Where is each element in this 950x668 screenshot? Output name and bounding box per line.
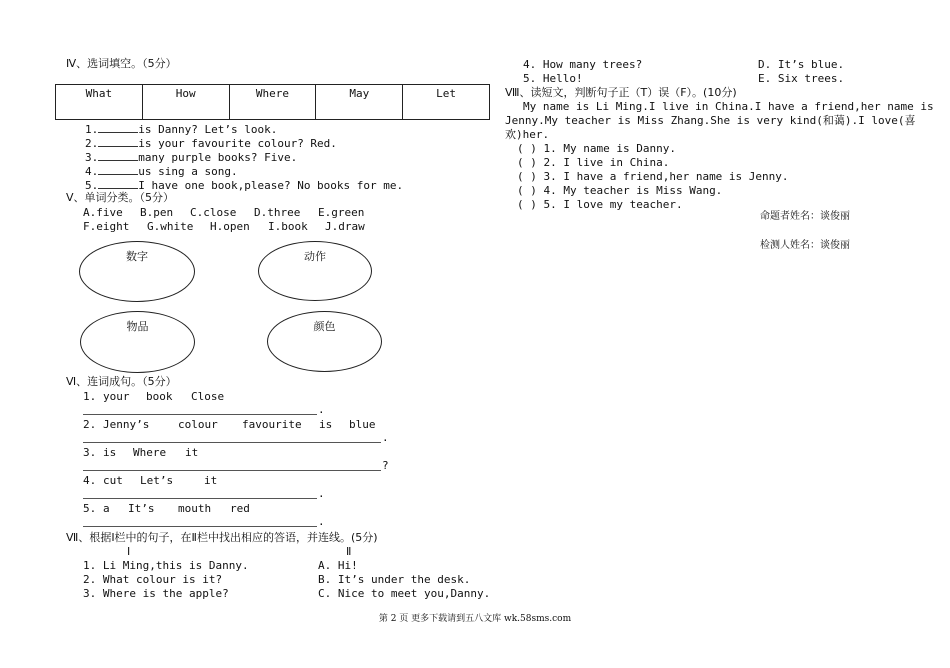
statement-text: 3. I have a friend,her name is Jenny. xyxy=(543,170,789,183)
sentence-item xyxy=(83,390,96,404)
word-option: H.open xyxy=(210,220,250,233)
answer-blank xyxy=(98,177,138,189)
section4-title: Ⅳ、选词填空。（5分） xyxy=(66,57,177,70)
statement-text: 1. My name is Danny. xyxy=(543,142,676,155)
answer-line xyxy=(83,414,317,415)
exam-checker: 检测人姓名：谈俊丽 xyxy=(760,240,850,251)
scrambled-word: is xyxy=(103,446,117,459)
answer-blank xyxy=(98,121,138,133)
word-option: A.five xyxy=(83,206,123,219)
word-choice-table xyxy=(55,84,490,120)
word-option: J.draw xyxy=(325,220,365,233)
column-header-I: Ⅰ xyxy=(127,545,131,558)
match-right-item[interactable]: B. It’s under the desk. xyxy=(318,573,471,586)
statement-text: 4. My teacher is Miss Wang. xyxy=(543,184,723,197)
oval-label: 数字 xyxy=(126,250,148,263)
word-option: E.green xyxy=(318,206,365,219)
answer-line xyxy=(83,498,317,499)
sentence-item xyxy=(83,502,96,516)
match-left-item[interactable]: 3. Where is the apple? xyxy=(83,587,229,600)
word-option: I.book xyxy=(268,220,308,233)
section6-title: Ⅵ、连词成句。（5分） xyxy=(66,375,177,388)
match-left-item[interactable]: 4. How many trees? xyxy=(523,58,643,71)
item-number: 4. xyxy=(85,165,99,178)
reading-passage-line: Jenny.My teacher is Miss Zhang.She is very kind(和蔼).I love(喜 xyxy=(505,114,916,127)
item-text: is your favourite colour? Red. xyxy=(138,137,337,150)
answer-parentheses[interactable]: ( ) xyxy=(517,198,537,211)
section8-title: Ⅷ、读短文，判断句子正（T）误（F）。(10分) xyxy=(505,86,737,99)
reading-passage-line: My name is Li Ming.I live in China.I have a friend,her name is xyxy=(523,100,934,113)
scrambled-word: is xyxy=(319,418,333,431)
word-choice-cell: Where xyxy=(229,85,316,120)
item-number: 3. xyxy=(85,151,99,164)
scrambled-word: your xyxy=(103,390,130,403)
sentence-end-mark: . xyxy=(382,431,389,444)
category-oval-colours[interactable] xyxy=(267,311,382,372)
sentence-end-mark: . xyxy=(318,515,325,528)
match-right-item[interactable]: C. Nice to meet you,Danny. xyxy=(318,587,491,600)
statement-text: 5. I love my teacher. xyxy=(543,198,683,211)
true-false-item xyxy=(517,184,722,198)
exam-setter: 命题者姓名：谈俊丽 xyxy=(760,211,850,222)
word-choice-cell: How xyxy=(142,85,229,120)
sentence-end-mark: ? xyxy=(382,459,389,472)
true-false-item xyxy=(517,198,683,212)
sentence-item xyxy=(83,418,96,432)
item-number: 5. xyxy=(83,502,97,515)
item-number: 2. xyxy=(85,137,99,150)
word-choice-cell: Let xyxy=(403,85,490,120)
answer-line xyxy=(83,526,317,527)
item-number: 5. xyxy=(85,179,99,192)
word-option: B.pen xyxy=(140,206,174,219)
true-false-item xyxy=(517,170,789,184)
scrambled-word: it xyxy=(185,446,199,459)
sentence-item xyxy=(83,446,96,460)
item-number: 3. xyxy=(83,446,97,459)
match-right-item[interactable]: D. It’s blue. xyxy=(758,58,845,71)
oval-label: 物品 xyxy=(126,320,149,333)
answer-blank xyxy=(98,149,138,161)
word-option: F.eight xyxy=(83,220,130,233)
word-option: C.close xyxy=(190,206,237,219)
scrambled-word: Jenny’s xyxy=(103,418,150,431)
true-false-item xyxy=(517,156,669,170)
match-left-item[interactable]: 5. Hello! xyxy=(523,72,583,85)
category-oval-actions[interactable] xyxy=(258,241,372,301)
scrambled-word: It’s xyxy=(128,502,155,515)
scrambled-word: cut xyxy=(103,474,123,487)
word-choice-cell: What xyxy=(56,85,143,120)
scrambled-word: colour xyxy=(178,418,218,431)
answer-parentheses[interactable]: ( ) xyxy=(517,142,537,155)
section5-title: Ⅴ、单词分类。（5分） xyxy=(66,191,175,204)
scrambled-word: favourite xyxy=(242,418,302,431)
item-number: 1. xyxy=(85,123,99,136)
oval-label: 颜色 xyxy=(313,320,336,333)
match-right-item[interactable]: A. Hi! xyxy=(318,559,358,572)
category-oval-things[interactable] xyxy=(80,311,195,373)
scrambled-word: blue xyxy=(349,418,376,431)
match-left-item[interactable]: 1. Li Ming,this is Danny. xyxy=(83,559,249,572)
item-text: us sing a song. xyxy=(138,165,238,178)
word-option: D.three xyxy=(254,206,301,219)
answer-blank xyxy=(98,163,138,175)
match-left-item[interactable]: 2. What colour is it? xyxy=(83,573,223,586)
item-text: many purple books? Five. xyxy=(138,151,298,164)
sentence-item xyxy=(83,474,96,488)
answer-blank xyxy=(98,135,138,147)
answer-parentheses[interactable]: ( ) xyxy=(517,170,537,183)
sentence-end-mark: . xyxy=(318,487,325,500)
column-header-II: Ⅱ xyxy=(346,545,352,558)
oval-label: 动作 xyxy=(304,250,326,263)
scrambled-word: red xyxy=(230,502,250,515)
scrambled-word: a xyxy=(103,502,110,515)
statement-text: 2. I live in China. xyxy=(543,156,670,169)
section7-title: Ⅶ、根据Ⅰ栏中的句子，在Ⅱ栏中找出相应的答语，并连线。(5分) xyxy=(66,531,378,544)
word-choice-cell: May xyxy=(316,85,403,120)
answer-line xyxy=(83,442,381,443)
scrambled-word: mouth xyxy=(178,502,212,515)
answer-line xyxy=(83,470,381,471)
word-option: G.white xyxy=(147,220,194,233)
item-number: 4. xyxy=(83,474,97,487)
item-text: is Danny? Let’s look. xyxy=(138,123,278,136)
scrambled-word: Close xyxy=(191,390,225,403)
match-right-item[interactable]: E. Six trees. xyxy=(758,72,845,85)
answer-parentheses[interactable]: ( ) xyxy=(517,184,537,197)
scrambled-word: book xyxy=(146,390,173,403)
reading-passage-line: 欢)her. xyxy=(505,128,550,141)
scrambled-word: Where xyxy=(133,446,167,459)
true-false-item xyxy=(517,142,676,156)
category-oval-numbers[interactable] xyxy=(79,241,195,302)
scrambled-word: Let’s xyxy=(140,474,174,487)
page-footer: 第 2 页 更多下载请到五八文库 wk.58sms.com xyxy=(378,614,572,624)
item-number: 1. xyxy=(83,390,97,403)
answer-parentheses[interactable]: ( ) xyxy=(517,156,537,169)
item-number: 2. xyxy=(83,418,97,431)
sentence-end-mark: . xyxy=(318,403,325,416)
scrambled-word: it xyxy=(204,474,218,487)
item-text: I have one book,please? No books for me. xyxy=(138,179,404,192)
